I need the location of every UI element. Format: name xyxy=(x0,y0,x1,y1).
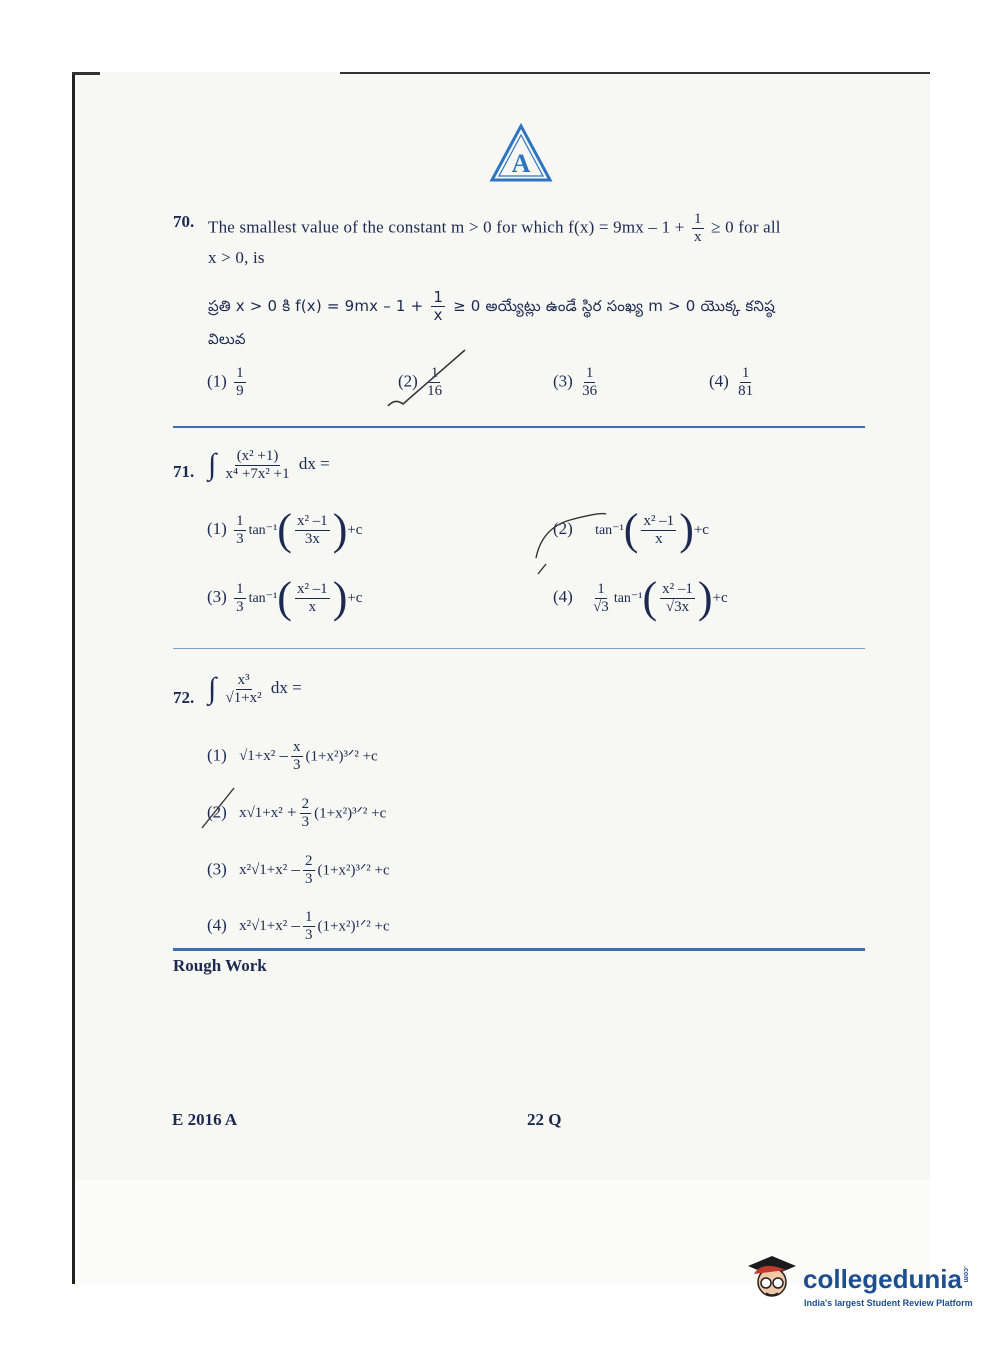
page-top-edge xyxy=(340,72,930,74)
q70-stem-line1 xyxy=(208,212,781,245)
q71-number: 71. xyxy=(173,462,195,481)
integral-sign: ∫ xyxy=(208,448,217,481)
q70-telugu-prefix: ప్రతి x > 0 కి f(x) = 9mx – 1 + xyxy=(208,297,424,315)
q72-option-4[interactable]: (4) x²√1+x² – $\frac{1}{3}$ (1+x²)¹ᐟ² +c xyxy=(207,909,390,943)
q70-option-2[interactable]: (2) $\frac{1}{16}$ xyxy=(398,365,443,399)
brand-domain: .com xyxy=(962,1266,969,1283)
q70-option-1[interactable]: (1) $\frac{1}{9}$ xyxy=(207,365,244,399)
divider-1 xyxy=(173,426,865,428)
q71-option-4[interactable]: (4) $\frac{1}{√3}$ tan⁻¹( $\frac{\text{x² –1}}{√3x}$ )+c xyxy=(553,573,728,622)
integral-sign: ∫ xyxy=(208,672,217,705)
brand-tagline: India's largest Student Review Platform xyxy=(804,1298,973,1308)
q70-telugu-suffix: ≥ 0 అయ్యేట్లు ఉండే స్థిర సంఖ్య m > 0 యొక్క కనిష్ఠ xyxy=(453,297,776,315)
page-top-edge-left xyxy=(72,72,100,75)
brand-name: collegedunia xyxy=(803,1264,962,1294)
rough-work-label: Rough Work xyxy=(173,956,267,975)
q72-option-3[interactable]: (3) x²√1+x² – $\frac{2}{3}$ (1+x²)³ᐟ² +c xyxy=(207,853,390,887)
q70-stem-prefix: The smallest value of the constant m > 0 for which f(x) = 9mx – 1 + xyxy=(208,217,685,237)
page-number: 22 Q xyxy=(527,1110,562,1129)
q70-option-3[interactable]: (3) $\frac{1}{36}$ xyxy=(553,365,598,399)
q70-telugu-line2: విలువ xyxy=(208,330,246,348)
q72-stem: ∫ $\frac{\text{x³}}{\text{√1+x²}}$ dx = xyxy=(208,671,302,706)
badge-letter: A xyxy=(511,149,531,178)
q71-option-1[interactable]: (1) $\frac{1}{3}$ tan⁻¹( $\frac{\text{x² –1}}{3x}$ )+c xyxy=(207,505,363,554)
q71-tick-mark xyxy=(530,508,610,578)
scanned-page xyxy=(72,72,930,1284)
q70-option-4[interactable]: (4) $\frac{1}{81}$ xyxy=(709,365,754,399)
q70-telugu-fraction: $\frac{1}{x}$ xyxy=(433,288,444,324)
q70-tick-mark xyxy=(385,348,470,410)
q71-option-3[interactable]: (3) $\frac{1}{3}$ tan⁻¹( $\frac{\text{x² –1}}{x}$ )+c xyxy=(207,573,363,622)
divider-3 xyxy=(173,948,865,951)
q71-option-2[interactable]: (2) tan⁻¹( $\frac{\text{x² –1}}{x}$ )+c xyxy=(553,505,709,554)
divider-2 xyxy=(173,648,865,649)
q72-number: 72. xyxy=(173,688,195,707)
booklet-code-badge xyxy=(488,122,554,188)
q72-option-1[interactable]: (1) √1+x² – $\frac{x}{3}$ (1+x²)³ᐟ² +c xyxy=(207,739,378,773)
q71-stem: ∫ $\frac{\text{(x² +1)}}{\text{x⁴ +7x² +1}}$ dx = xyxy=(208,447,330,482)
q70-number: 70. xyxy=(173,212,195,231)
q70-stem-line2: x > 0, is xyxy=(208,248,265,267)
q70-stem-suffix: ≥ 0 for all xyxy=(711,217,781,237)
q70-telugu-line1 xyxy=(208,290,775,323)
collegedunia-mascot-logo xyxy=(742,1252,802,1308)
q70-stem-fraction: $\frac{1}{x}$ xyxy=(693,211,702,245)
q72-option-2[interactable]: (2) x√1+x² + $\frac{2}{3}$ (1+x²)³ᐟ² +c xyxy=(207,796,387,830)
q72-tick-mark xyxy=(198,786,242,832)
paper-code: E 2016 A xyxy=(172,1110,238,1129)
